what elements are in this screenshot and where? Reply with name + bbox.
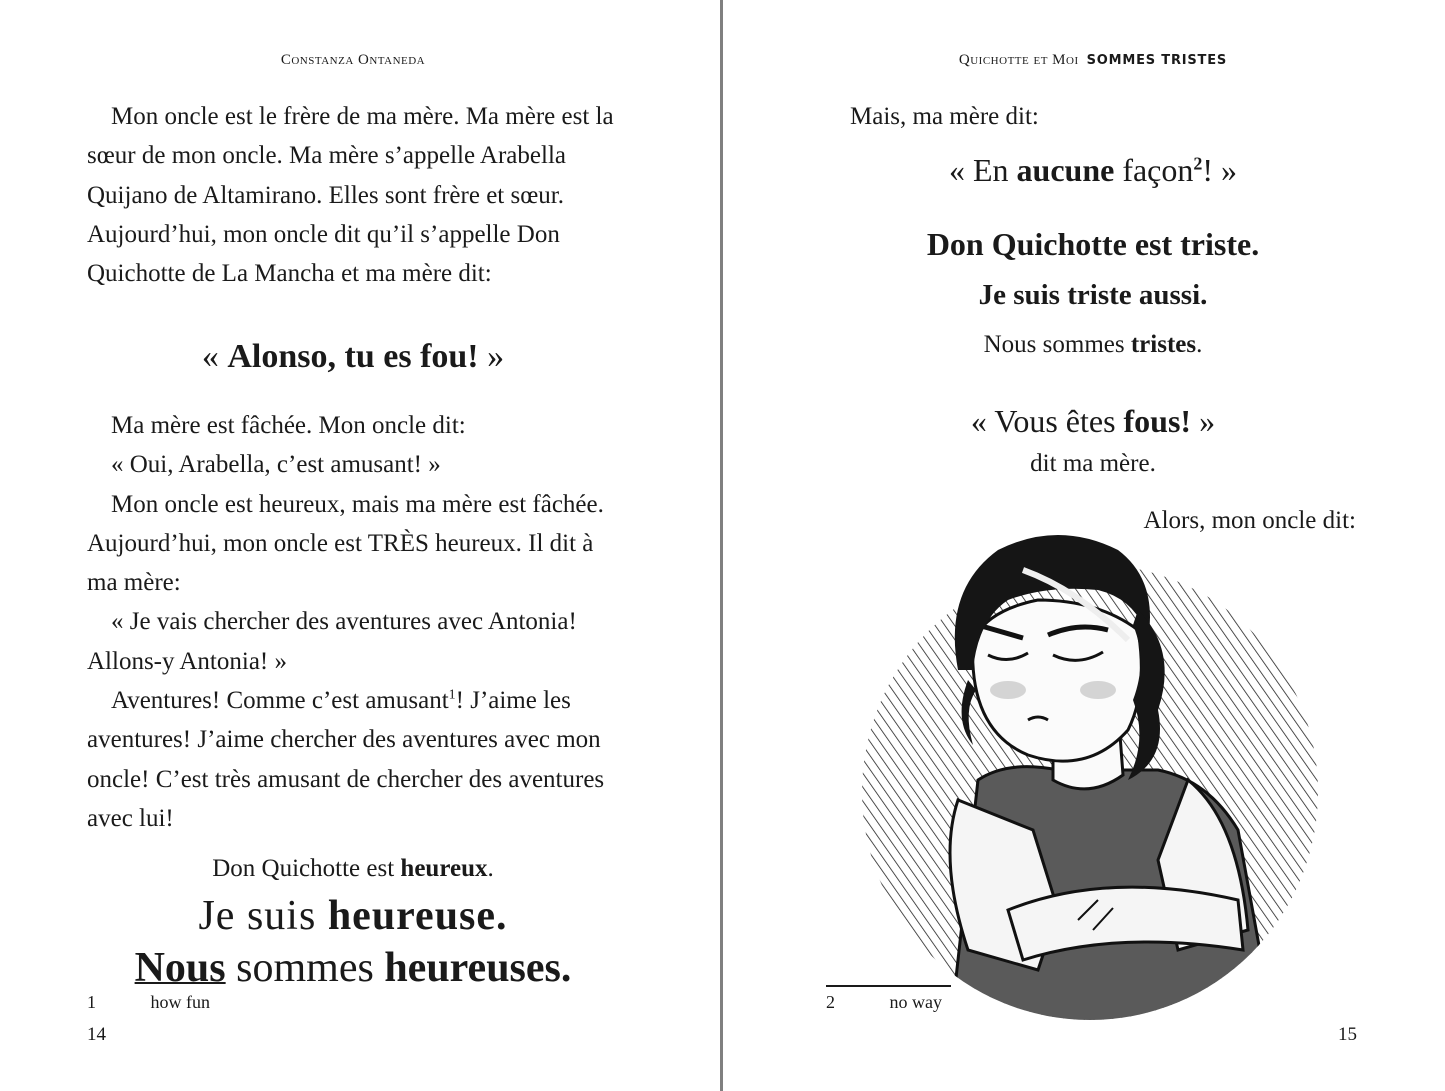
footnote-ref-2[interactable]: 2 [1193, 153, 1203, 174]
line-mais: Mais, ma mère dit: [850, 103, 1039, 130]
cheek-blush [990, 681, 1026, 699]
page-number-right: 15 [1338, 1024, 1357, 1045]
paragraph-4: Aventures! Comme c’est amusant$^1$! J’aime les aventures! J’aime chercher des aventures avec mon oncle! C’est très amusant de chercher des aventures avec lui! [87, 687, 605, 832]
paragraph-3: « Je vais chercher des aventures avec Antonia! Allons-y Antonia! » [87, 608, 577, 675]
line-alors: Alors, mon oncle dit: [1143, 507, 1356, 534]
paragraph-1: Mon oncle est le frère de ma mère. Ma mère est la sœur de mon oncle. Ma mère s’appelle Arabella Quijano de Altamirano. Elles sont frère et sœur. Aujourd’hui, mon oncle dit qu’il s’appelle Don Quichotte de La Mancha et ma mère dit: [87, 103, 614, 288]
heureux-line-3: Nous sommes heureuses. [134, 945, 572, 991]
right-running-header: Quichotte et Moi SOMMES TRISTES [958, 52, 1228, 68]
triste-line-1: Don Quichotte est triste. [926, 226, 1260, 262]
quote-aucune-facon: « En aucune façon$^2$! » [948, 152, 1238, 188]
footnote-ref-1[interactable]: 1 [448, 687, 456, 703]
line-fachee: Ma mère est fâchée. Mon oncle dit: [111, 412, 466, 439]
page-number-left: 14 [87, 1024, 106, 1045]
dit-ma-mere: dit ma mère. [1030, 450, 1156, 477]
triste-line-2: Je suis triste aussi. [978, 279, 1208, 311]
footnote-1: 1 how fun [87, 992, 210, 1012]
paragraph-block-2 [87, 406, 617, 838]
footnote-2: 2 no way [826, 992, 942, 1012]
quote-alonso: « Alonso, tu es fou! » [201, 338, 505, 375]
triste-line-3: Nous sommes tristes. [983, 331, 1203, 358]
left-page [0, 0, 720, 1091]
line-oui-arabella: « Oui, Arabella, c’est amusant! » [111, 451, 441, 479]
quote-vous-etes-fous: « Vous êtes fous! » [970, 403, 1216, 439]
left-running-header: Constanza Ontaneda [280, 52, 426, 68]
heureux-line-1: Don Quichotte est heureux. [212, 855, 494, 882]
heureux-line-2: Je suis heureuse. [198, 893, 508, 939]
cheek-blush [1080, 681, 1116, 699]
paragraph-2: Mon oncle est heureux, mais ma mère est fâchée. Aujourd’hui, mon oncle est TRÈS heureux. Il dit à ma mère: [87, 490, 604, 597]
girl-crossed-arms-illustration [858, 530, 1320, 1042]
